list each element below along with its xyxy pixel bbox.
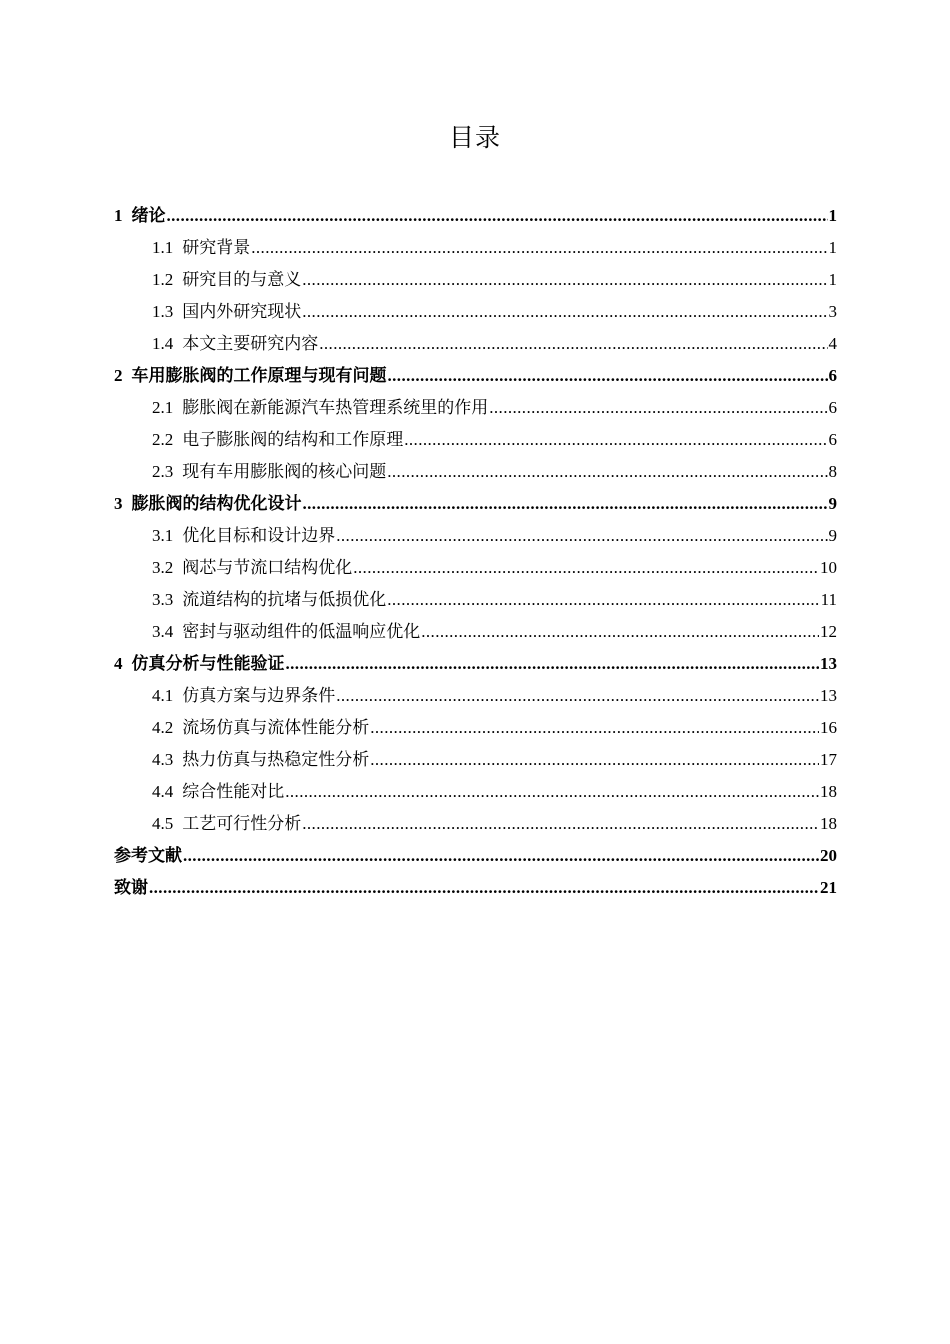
toc-entry[interactable] bbox=[114, 648, 837, 680]
dot-leader bbox=[167, 200, 828, 232]
toc-entry-number: 3.2 bbox=[152, 558, 174, 577]
toc-entry-number: 4.3 bbox=[152, 750, 174, 769]
toc-entry-page-number: 1 bbox=[828, 206, 837, 225]
toc-entry-page-number: 3 bbox=[828, 302, 837, 321]
toc-entry-title: 现有车用膨胀阀的核心问题 bbox=[182, 462, 387, 481]
toc-entry[interactable] bbox=[114, 424, 837, 456]
toc-entry[interactable] bbox=[114, 744, 837, 776]
toc-entry-number: 4.1 bbox=[152, 686, 174, 705]
dot-leader bbox=[421, 616, 819, 648]
toc-entry-number: 4.4 bbox=[152, 782, 174, 801]
dot-leader bbox=[387, 584, 819, 616]
toc-entry-page-number: 1 bbox=[828, 270, 837, 289]
toc-entry-page-number: 6 bbox=[828, 366, 837, 385]
toc-entry-page-number: 17 bbox=[820, 750, 837, 769]
toc-entry-title: 本文主要研究内容 bbox=[182, 334, 319, 353]
toc-entry-title: 仿真方案与边界条件 bbox=[182, 686, 336, 705]
toc-entry-number: 2.3 bbox=[152, 462, 174, 481]
toc-entry-number: 2.2 bbox=[152, 430, 174, 449]
toc-entry-title: 车用膨胀阀的工作原理与现有问题 bbox=[131, 366, 387, 385]
toc-entry[interactable] bbox=[114, 200, 837, 232]
toc-entry-title: 国内外研究现状 bbox=[182, 302, 302, 321]
toc-entry[interactable] bbox=[114, 616, 837, 648]
toc-entry[interactable] bbox=[114, 840, 837, 872]
toc-entry-title: 膨胀阀的结构优化设计 bbox=[131, 494, 302, 513]
toc-entry-title: 密封与驱动组件的低温响应优化 bbox=[182, 622, 421, 641]
toc-entry-page-number: 18 bbox=[820, 782, 837, 801]
toc-entry-page-number: 8 bbox=[828, 462, 837, 481]
toc-entry-number: 1.1 bbox=[152, 238, 174, 257]
toc-entry-number: 1 bbox=[114, 206, 123, 225]
dot-leader bbox=[251, 232, 827, 264]
toc-entry-number: 4 bbox=[114, 654, 123, 673]
toc-entry[interactable] bbox=[114, 776, 837, 808]
toc-entry[interactable] bbox=[114, 264, 837, 296]
toc-entry-title: 工艺可行性分析 bbox=[182, 814, 302, 833]
toc-entry-number: 3.1 bbox=[152, 526, 174, 545]
dot-leader bbox=[336, 520, 827, 552]
dot-leader bbox=[489, 392, 827, 424]
toc-entry[interactable] bbox=[114, 712, 837, 744]
toc-entry-title: 电子膨胀阀的结构和工作原理 bbox=[182, 430, 404, 449]
dot-leader bbox=[319, 328, 827, 360]
dot-leader bbox=[370, 744, 819, 776]
toc-entry[interactable] bbox=[114, 328, 837, 360]
toc-entry-page-number: 9 bbox=[828, 494, 837, 513]
toc-entry[interactable] bbox=[114, 520, 837, 552]
page-title: 目录 bbox=[448, 123, 501, 152]
toc-entry-title: 综合性能对比 bbox=[182, 782, 285, 801]
table-of-contents bbox=[114, 200, 837, 904]
toc-entry-number: 4.2 bbox=[152, 718, 174, 737]
toc-entry-page-number: 20 bbox=[820, 846, 837, 865]
toc-entry[interactable] bbox=[114, 584, 837, 616]
dot-leader bbox=[302, 808, 819, 840]
toc-entry-title: 阀芯与节流口结构优化 bbox=[182, 558, 353, 577]
toc-entry-page-number: 4 bbox=[828, 334, 837, 353]
toc-entry-page-number: 13 bbox=[820, 654, 837, 673]
toc-entry[interactable] bbox=[114, 296, 837, 328]
toc-entry-page-number: 1 bbox=[828, 238, 837, 257]
toc-entry-number: 3 bbox=[114, 494, 123, 513]
toc-entry[interactable] bbox=[114, 488, 837, 520]
dot-leader bbox=[302, 296, 827, 328]
toc-entry-page-number: 21 bbox=[820, 878, 837, 897]
toc-entry-number: 2 bbox=[114, 366, 123, 385]
toc-entry[interactable] bbox=[114, 872, 837, 904]
toc-entry-page-number: 6 bbox=[828, 430, 837, 449]
dot-leader bbox=[388, 360, 828, 392]
dot-leader bbox=[285, 776, 819, 808]
dot-leader bbox=[303, 488, 828, 520]
toc-entry-title: 流场仿真与流体性能分析 bbox=[182, 718, 370, 737]
toc-entry[interactable] bbox=[114, 552, 837, 584]
toc-entry-page-number: 16 bbox=[820, 718, 837, 737]
toc-entry-title: 研究背景 bbox=[182, 238, 251, 257]
toc-entry-title: 流道结构的抗堵与低损优化 bbox=[182, 590, 387, 609]
toc-entry-page-number: 12 bbox=[820, 622, 837, 641]
toc-entry-number: 1.2 bbox=[152, 270, 174, 289]
toc-entry[interactable] bbox=[114, 680, 837, 712]
toc-entry-title: 仿真分析与性能验证 bbox=[131, 654, 285, 673]
toc-entry[interactable] bbox=[114, 232, 837, 264]
toc-entry-number: 4.5 bbox=[152, 814, 174, 833]
toc-entry-title: 参考文献 bbox=[114, 846, 182, 865]
toc-entry-number: 1.4 bbox=[152, 334, 174, 353]
dot-leader bbox=[353, 552, 819, 584]
toc-entry-title: 热力仿真与热稳定性分析 bbox=[182, 750, 370, 769]
toc-entry-number: 3.4 bbox=[152, 622, 174, 641]
dot-leader bbox=[149, 872, 819, 904]
toc-entry-title: 研究目的与意义 bbox=[182, 270, 302, 289]
toc-entry[interactable] bbox=[114, 360, 837, 392]
toc-entry-page-number: 9 bbox=[828, 526, 837, 545]
toc-entry-page-number: 13 bbox=[820, 686, 837, 705]
toc-entry-title: 致谢 bbox=[114, 878, 148, 897]
dot-leader bbox=[286, 648, 820, 680]
dot-leader bbox=[336, 680, 819, 712]
toc-entry-title: 优化目标和设计边界 bbox=[182, 526, 336, 545]
toc-entry-page-number: 10 bbox=[820, 558, 837, 577]
toc-entry-title: 绪论 bbox=[131, 206, 166, 225]
toc-entry-page-number: 11 bbox=[820, 590, 837, 609]
dot-leader bbox=[387, 456, 827, 488]
dot-leader bbox=[404, 424, 827, 456]
toc-entry-page-number: 6 bbox=[828, 398, 837, 417]
dot-leader bbox=[183, 840, 819, 872]
toc-entry-number: 2.1 bbox=[152, 398, 174, 417]
toc-entry-number: 1.3 bbox=[152, 302, 174, 321]
toc-entry[interactable] bbox=[114, 392, 837, 424]
toc-entry[interactable] bbox=[114, 808, 837, 840]
dot-leader bbox=[302, 264, 827, 296]
toc-entry[interactable] bbox=[114, 456, 837, 488]
dot-leader bbox=[370, 712, 819, 744]
toc-entry-title: 膨胀阀在新能源汽车热管理系统里的作用 bbox=[182, 398, 489, 417]
toc-entry-number: 3.3 bbox=[152, 590, 174, 609]
toc-entry-page-number: 18 bbox=[820, 814, 837, 833]
